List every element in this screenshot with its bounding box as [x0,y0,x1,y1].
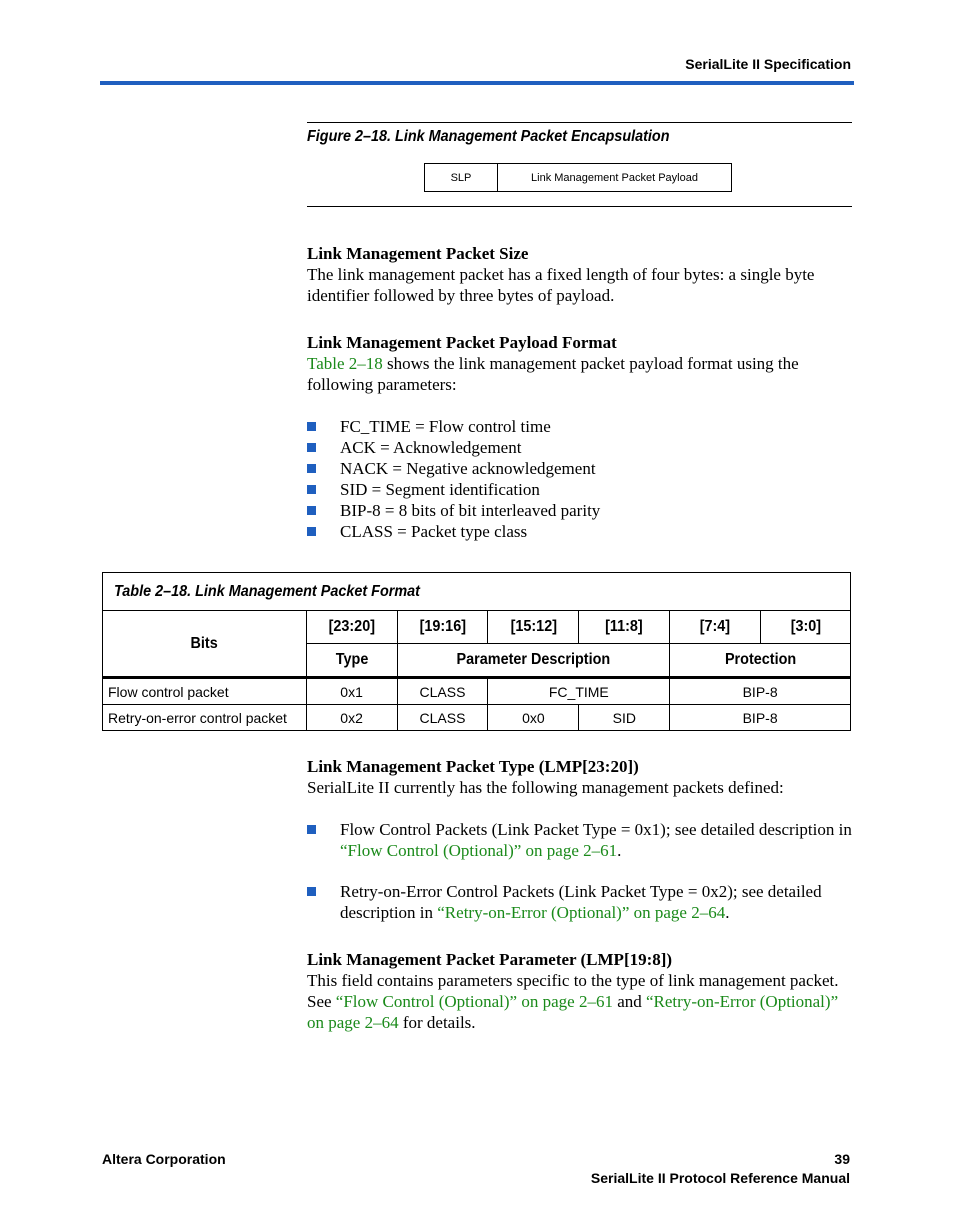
row-label: Flow control packet [103,678,307,705]
param-section [307,949,855,1033]
size-section [307,243,855,306]
bit-range-header: [7:4] [670,611,761,644]
row-label: Retry-on-error control packet [103,705,307,731]
flow-control-link[interactable]: “Flow Control (Optional)” on page 2–61 [340,841,618,860]
retry-on-error-link[interactable]: “Retry-on-Error (Optional)” on page 2–64 [437,903,726,922]
type-heading: Link Management Packet Type (LMP[23:20]) [307,757,639,776]
footer-company: Altera Corporation [102,1151,226,1167]
format-body: Table 2–18 shows the link management packet payload format using the following parameters: [307,354,799,394]
zero-cell: 0x0 [488,705,579,731]
table-row [103,678,851,705]
class-cell: CLASS [397,678,488,705]
bip-cell: BIP-8 [670,705,851,731]
type-header: Type [306,644,397,678]
header-rule [100,81,854,85]
protection-header: Protection [670,644,851,678]
running-header: SerialLite II Specification [685,56,851,72]
list-item: Retry-on-Error Control Packets (Link Packet Type = 0x2); see detailed description in “Retry-on-Error (Optional)” on page 2–64. [307,881,855,923]
list-item: CLASS = Packet type class [307,521,855,542]
bullet-square-icon [307,443,316,452]
page-number: 39 [834,1151,850,1167]
class-cell: CLASS [397,705,488,731]
flow-control-link[interactable]: “Flow Control (Optional)” on page 2–61 [335,992,613,1011]
fc-time-cell: FC_TIME [488,678,670,705]
bullet-square-icon [307,506,316,515]
param-heading: Link Management Packet Parameter (LMP[19:8]) [307,950,673,969]
bit-range-header: [11:8] [579,611,670,644]
parameter-list [307,416,855,542]
bit-range-header: [23:20] [306,611,397,644]
figure-caption: Figure 2–18. Link Management Packet Encapsulation [307,128,670,145]
type-cell: 0x1 [306,678,397,705]
footer-manual-title: SerialLite II Protocol Reference Manual [590,1170,850,1186]
format-heading: Link Management Packet Payload Format [307,333,617,352]
type-section [307,756,855,798]
bit-range-header: [15:12] [488,611,579,644]
list-item: BIP-8 = 8 bits of bit interleaved parity [307,500,855,521]
list-item: SID = Segment identification [307,479,855,500]
figure-bottom-rule [307,206,852,207]
param-header: Parameter Description [397,644,670,678]
packet-type-list [307,819,855,861]
list-item: FC_TIME = Flow control time [307,416,855,437]
packet-type-list-2 [307,881,855,923]
table-ref-link[interactable]: Table 2–18 [307,354,383,373]
list-item: NACK = Negative acknowledgement [307,458,855,479]
type-body: SerialLite II currently has the following management packets defined: [307,778,784,797]
bullet-square-icon [307,825,316,834]
bullet-square-icon [307,422,316,431]
payload-cell: Link Management Packet Payload [531,171,698,184]
table-row [103,705,851,731]
bit-range-header: [3:0] [761,611,851,644]
bip-cell: BIP-8 [670,678,851,705]
size-heading: Link Management Packet Size [307,244,529,263]
table-caption: Table 2–18. Link Management Packet Format [103,573,851,611]
sid-cell: SID [579,705,670,731]
figure-top-rule [307,122,852,123]
bullet-square-icon [307,485,316,494]
type-cell: 0x2 [306,705,397,731]
bit-range-header: [19:16] [397,611,488,644]
bullet-square-icon [307,887,316,896]
list-item: ACK = Acknowledgement [307,437,855,458]
bits-header: Bits [103,611,307,678]
param-body: This field contains parameters specific to the type of link management packet. See “Flow Control (Optional)” on page 2–61 and “Retry-on-Error (Optional)” on page 2–64 for details. [307,971,839,1032]
retry-on-error-link[interactable]: “Retry-on-Error (Optional)” on page 2–64 [307,992,839,1032]
encapsulation-diagram [424,163,732,192]
bullet-square-icon [307,464,316,473]
packet-format-table [102,572,851,731]
format-section [307,332,855,395]
bullet-square-icon [307,527,316,536]
slp-cell: SLP [425,164,498,191]
list-item: Flow Control Packets (Link Packet Type = 0x1); see detailed description in “Flow Control (Optional)” on page 2–61. [307,819,855,861]
size-body: The link management packet has a fixed length of four bytes: a single byte identifier followed by three bytes of payload. [307,265,815,305]
